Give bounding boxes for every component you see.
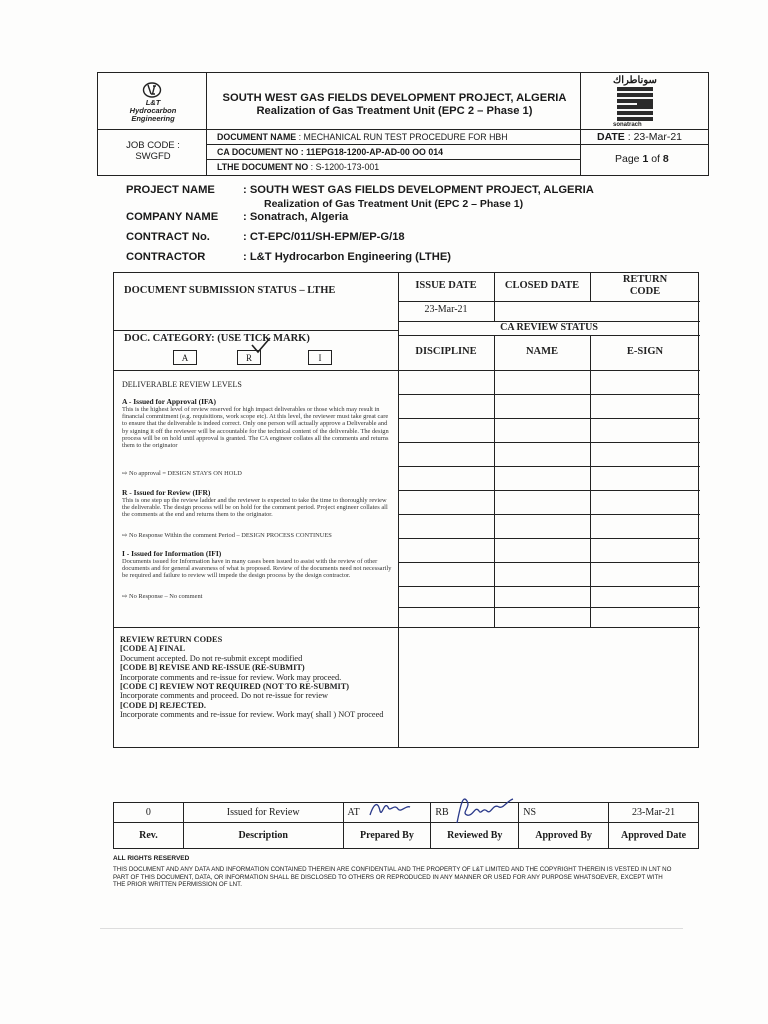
code-b-title: [CODE B] REVISE AND RE-ISSUE (RE-SUBMIT) xyxy=(120,663,305,673)
contractor-value: : L&T Hydrocarbon Engineering (LTHE) xyxy=(243,251,452,263)
return-code-line2: CODE xyxy=(629,286,661,297)
rights-reserved: ALL RIGHTS RESERVED xyxy=(113,855,190,862)
return-code-line1: RETURN xyxy=(622,274,668,285)
issue-date-value: 23-Mar-21 xyxy=(424,304,468,315)
ifa-note: ⇨ No approval = DESIGN STAYS ON HOLD xyxy=(122,470,242,477)
ca-document-value: : 11EPG18-1200-AP-AD-00 OO 014 xyxy=(298,147,444,157)
name-header: NAME xyxy=(525,346,559,357)
esign-header: E-SIGN xyxy=(626,346,664,357)
rev-number: 0 xyxy=(114,803,184,823)
doc-category-heading: DOC. CATEGORY: (USE TICK MARK) xyxy=(124,333,310,344)
lt-logo-cell xyxy=(97,72,207,130)
ca-document-label: CA DOCUMENT NO xyxy=(217,147,299,157)
project-name-label: PROJECT NAME xyxy=(126,184,215,196)
signature-icon xyxy=(453,793,515,827)
sonatrach-name: sonatrach xyxy=(613,122,642,128)
discipline-header: DISCIPLINE xyxy=(415,346,477,357)
header-title-line2: Realization of Gas Treatment Unit (EPC 2 – Phase 1) xyxy=(256,105,533,117)
code-a-text: Document accepted. Do not re-submit except modified xyxy=(120,653,303,663)
date-label: DATE xyxy=(597,131,625,143)
ifr-description: This is one step up the review ladder and the reviewer is expected to take the time to thoroughly review the deliverable. The design process will be on hold for the comment period. Project engineer collates all the comments at the end and returns them to the originator. xyxy=(122,497,388,519)
header-title-line1: SOUTH WEST GAS FIELDS DEVELOPMENT PROJECT, ALGERIA xyxy=(222,92,567,104)
ifr-note: ⇨ No Response Within the comment Period – DESIGN PROCESS CONTINUES xyxy=(122,532,332,539)
contractor-label: CONTRACTOR xyxy=(126,251,206,263)
lt-logo-icon xyxy=(142,80,162,100)
lthe-document-label: LTHE DOCUMENT NO xyxy=(217,162,309,172)
table-row xyxy=(114,823,699,849)
company-name-label: COMPANY NAME xyxy=(126,211,219,223)
ca-document-cell xyxy=(206,144,581,160)
category-a-box[interactable]: A xyxy=(173,350,197,365)
code-c-title: [CODE C] REVIEW NOT REQUIRED (NOT TO RE-SUBMIT) xyxy=(120,682,350,692)
project-name-value: : SOUTH WEST GAS FIELDS DEVELOPMENT PROJECT, ALGERIA xyxy=(243,184,594,196)
page-current: 1 xyxy=(642,153,649,165)
ifi-title: I - Issued for Information (IFI) xyxy=(122,549,222,558)
page-of: of xyxy=(648,153,663,165)
contract-no-label: CONTRACT No. xyxy=(126,231,210,243)
reviewed-by-cell xyxy=(431,803,519,823)
approved-date-value: 23-Mar-21 xyxy=(609,803,699,823)
document-name-label: DOCUMENT NAME xyxy=(217,132,297,142)
header-title xyxy=(207,92,582,118)
document-name-value: : MECHANICAL RUN TEST PROCEDURE FOR HBH xyxy=(296,132,508,142)
prepared-by-header: Prepared By xyxy=(343,823,431,849)
ifi-note: ⇨ No Response – No comment xyxy=(122,593,203,600)
category-i-box[interactable]: I xyxy=(308,350,332,365)
ifi-description: Documents issued for Information have in many cases been issued to assist with the review of other documents and for general awareness of what is proposed. Review of the documents need not necessarily be required and failure to review will impede the design process by the design contractor. xyxy=(122,558,392,580)
header-title-cell xyxy=(206,72,581,130)
document-name-cell xyxy=(206,129,581,145)
signature-icon xyxy=(368,797,412,821)
reviewed-by-header: Reviewed By xyxy=(431,823,519,849)
tick-mark-icon xyxy=(250,337,272,355)
ifr-title: R - Issued for Review (IFR) xyxy=(122,488,211,497)
ifa-description: This is the highest level of review reserved for high impact deliverables or those which may result in financial commitment (e.g. requisitions, work scope etc). At this level, the reviewer must take great care to ensure that the deliverable is indeed correct. Only one person will actually approve a Deliverable and by signing it off the reviewer will be accountable for the technical content of the deliverable. The design process will be on hold until approval is granted. The CA engineer collates all the comments and returns them to the originator xyxy=(122,406,389,450)
approved-date-header: Approved Date xyxy=(609,823,699,849)
sonatrach-logo-cell xyxy=(580,72,709,130)
prepared-by-value: AT xyxy=(347,807,360,818)
project-name-value-line2: Realization of Gas Treatment Unit (EPC 2 – Phase 1) xyxy=(264,198,524,210)
sonatrach-arabic: سوناطراك xyxy=(613,75,657,86)
description-header: Description xyxy=(183,823,343,849)
page-number-cell xyxy=(580,144,709,176)
rev-header: Rev. xyxy=(114,823,184,849)
lt-logo-text: L&T Hydrocarbon Engineering xyxy=(129,98,177,123)
ifa-title: A - Issued for Approval (IFA) xyxy=(122,397,216,406)
page-label: Page xyxy=(615,153,643,165)
submission-status-form xyxy=(113,272,699,748)
review-return-codes xyxy=(120,635,396,720)
job-code-cell xyxy=(97,129,207,176)
table-row xyxy=(114,803,699,823)
page-total: 8 xyxy=(662,153,669,165)
submission-status-heading: DOCUMENT SUBMISSION STATUS – LTHE xyxy=(124,285,336,296)
lthe-document-cell xyxy=(206,159,581,176)
contract-no-value: : CT-EPC/011/SH-EPM/EP-G/18 xyxy=(243,231,405,243)
return-code-header xyxy=(590,274,700,298)
prepared-by-cell xyxy=(343,803,431,823)
divider xyxy=(100,928,683,929)
return-codes-title: REVIEW RETURN CODES xyxy=(120,635,223,644)
date-cell xyxy=(580,129,709,145)
rev-description: Issued for Review xyxy=(183,803,343,823)
closed-date-header: CLOSED DATE xyxy=(504,280,580,291)
issue-date-header: ISSUE DATE xyxy=(415,280,477,291)
company-name-value: : Sonatrach, Algeria xyxy=(243,211,349,223)
code-d-text: Incorporate comments and re-issue for review. Work may( shall ) NOT proceed xyxy=(120,710,384,720)
lthe-document-value: : S-1200-173-001 xyxy=(308,162,380,172)
code-d-title: [CODE D] REJECTED. xyxy=(120,700,206,710)
sonatrach-logo-icon xyxy=(617,87,653,121)
approved-by-value: NS xyxy=(519,803,609,823)
job-code-value: SWGFD xyxy=(135,151,171,162)
category-r-box[interactable]: R xyxy=(237,350,261,365)
ca-review-status-heading: CA REVIEW STATUS xyxy=(500,322,598,333)
job-code-label: JOB CODE : xyxy=(126,140,180,151)
code-a-title: [CODE A] FINAL xyxy=(120,644,185,654)
approved-by-header: Approved By xyxy=(519,823,609,849)
reviewed-by-value: RB xyxy=(435,807,449,818)
code-b-text: Incorporate comments and re-issue for review. Work may proceed. xyxy=(120,672,342,682)
code-c-text: Incorporate comments and proceed. Do not re-issue for review xyxy=(120,691,329,701)
review-levels-heading: DELIVERABLE REVIEW LEVELS xyxy=(122,380,242,389)
confidentiality-notice: THIS DOCUMENT AND ANY DATA AND INFORMATION CONTAINED THEREIN ARE CONFIDENTIAL AND THE PROPERTY OF L&T LIMITED AND THE COPYRIGHT THEREIN IS VESTED IN LNT NO PART OF THIS DOCUMENT, DATA, OR INFORMATION SHALL BE DISCLOSED TO OTHERS OR REPRODUCED IN ANY MANNER OR USED FOR ANY PURPOSE WHATSOEVER, EXCEPT WITH THE PRIOR WRITTEN PERMISSION OF LNT. xyxy=(113,866,672,888)
date-value: : 23-Mar-21 xyxy=(624,131,682,143)
revision-table xyxy=(113,802,699,849)
